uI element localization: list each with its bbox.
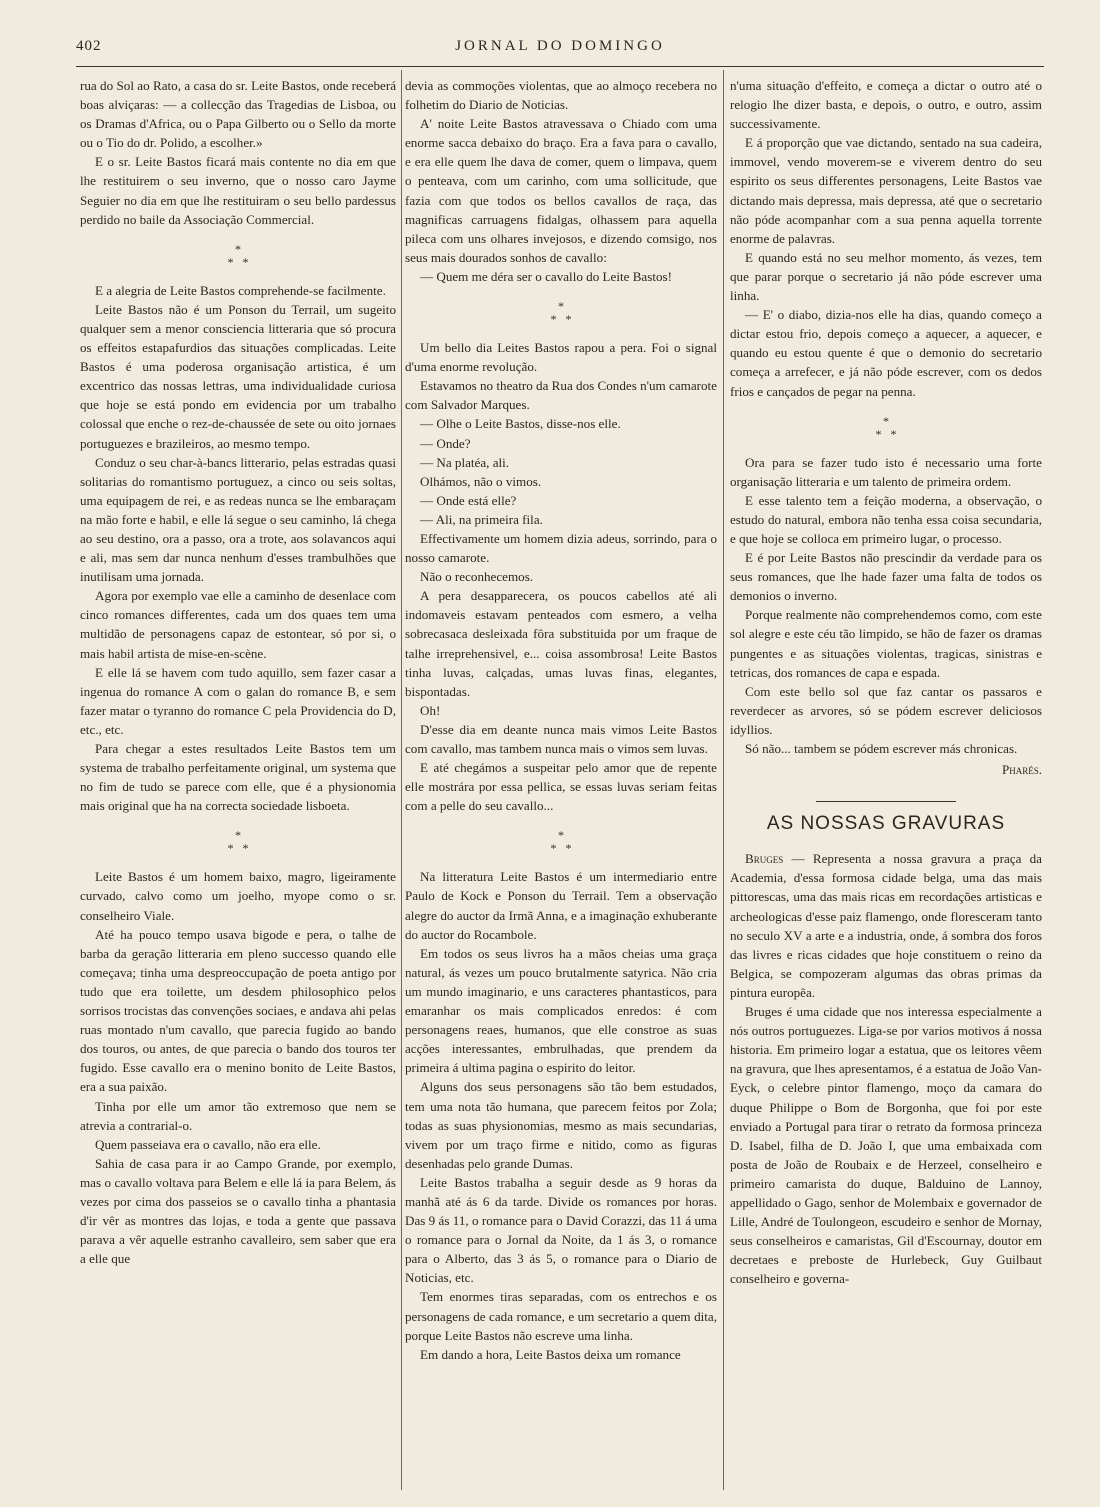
paragraph: E á proporção que vae dictando, sentado na sua cadeira, immovel, vendo moverem-se e viverem dentro do seu espirito os seus differentes personagens, Leite Bastos vae dictando mais depressa, mais depressa, até que o secretario não póde acompanhar com a sua penna aquella torrente enorme de palavras. xyxy=(730,135,1042,246)
paragraph: Estavamos no theatro da Rua dos Condes n'um camarote com Salvador Marques. xyxy=(405,378,717,413)
paragraph-text: — Representa a nossa gravura a praça da Academia, d'essa formosa cidade belga, uma das mais pittorescas, uma das mais ricas em recordações artisticas e archeologicas d'esse paiz flamengo, onde floresceram tanto no seculo XV a arte e a industria, onde, á sombra dos foros das livres e ricas cidades que hoje constituem o reino da Belgica, se compozeram algumas das obras primas da pintura europêa. xyxy=(730,851,1042,1000)
paragraph: E esse talento tem a feição moderna, a observação, o estudo do natural, embora não tenha essa coisa secundaria, e que hoje se colloca em primeiro lugar, o processo. xyxy=(730,492,1042,546)
section-rule xyxy=(816,801,956,802)
paragraph: Com este bello sol que faz cantar os passaros e reverdecer as arvores, só se pódem escrever deliciosos idyllios. xyxy=(730,683,1042,737)
section-separator: * * * xyxy=(227,828,249,856)
paragraph: E a alegria de Leite Bastos comprehende-se facilmente. xyxy=(95,282,386,298)
lead-word: Bruges xyxy=(745,851,784,867)
paragraph: Sahia de casa para ir ao Campo Grande, por exemplo, mas o cavallo voltava para Belem e elle lá ia para Belem, ás vezes por cima dos passeios se o cavallo tinha a phantasia d'ir vêr as montres das lojas, e toda a gente que passava parava a vêr aquelle estranho cavalleiro, sem saber que era a elle que xyxy=(80,1155,396,1267)
paragraph: E quando está no seu melhor momento, ás vezes, tem que parar porque o secretario já não póde escrever uma linha. xyxy=(730,249,1042,304)
paragraph: n'uma situação d'effeito, e começa a dictar o outro até o relogio lhe dizer basta, e depois, o outro, e outro, assim successivamente. xyxy=(730,78,1042,132)
dialogue-line: Olhámos, não o vimos. xyxy=(420,473,542,489)
header-rule xyxy=(76,66,1044,67)
column-divider-2 xyxy=(723,70,724,1490)
paragraph: Effectivamente um homem dizia adeus, sorrindo, para o nosso camarote. xyxy=(405,530,717,566)
dialogue-line: — Na platéa, ali. xyxy=(420,454,510,470)
section-title: AS NOSSAS GRAVURAS xyxy=(766,813,1006,835)
column-divider-1 xyxy=(401,70,402,1490)
paragraph: D'esse dia em deante nunca mais vimos Leite Bastos com cavallo, mas tambem nunca mais o vimos sem luvas. xyxy=(405,721,717,756)
paragraph: Em dando a hora, Leite Bastos deixa um romance xyxy=(420,1346,681,1362)
section-separator: * * * xyxy=(550,299,572,327)
section-separator: * * * xyxy=(875,413,897,441)
paragraph: Tem enormes tiras separadas, com os entrechos e os personagens de cada romance, e um secretario a quem dita, porque Leite Bastos não escreve uma linha. xyxy=(405,1289,717,1343)
paragraph: Para chegar a estes resultados Leite Bastos tem um systema de trabalho perfeitamente original, um systema que no fim de tudo se parece com elle, que é a physionomia mais original que ha na correcta sociedade lisboeta. xyxy=(80,741,396,814)
paragraph: Só não... tambem se pódem escrever más chronicas. xyxy=(745,741,1018,756)
paragraph: Porque realmente não comprehendemos como, com este sol alegre e este céu tão limpido, se hão de fazer os dramas pungentes e as situações violentas, tragicas, sinistras e tetricas, dos romances de capa e espada. xyxy=(730,607,1042,680)
dialogue-line: — Olhe o Leite Bastos, disse-nos elle. xyxy=(420,416,621,432)
paragraph: Leite Bastos é um homem baixo, magro, ligeiramente curvado, calvo como um joelho, myope como o sr. conselheiro Viale. xyxy=(80,869,396,923)
dialogue-line: — Onde está elle? xyxy=(420,492,517,508)
section-separator: * * * xyxy=(227,241,249,269)
paragraph: Bruges é uma cidade que nos interessa especialmente a nós outros portuguezes. Liga-se por varios motivos á nossa historia. Em primeiro logar a estatua, que os leitores vêem na gravura, que lhes apresentamos, é a estatua de João Van-Eyck, o celebre pintor flamengo, moço da camara do duque Philippe o Bom de Borgonha, que foi por este enviado a Portugal para tirar o retrato da formosa princeza D. Isabel, filha de D. João I, que uma embaixada com posta de João de Roubaix e de Herzeel, conselheiro e primeiro camarista do duque, Balduino de Lannoy, appellidado o Gago, senhor de Molembaix e governador de Lille, André de Toulongeon, escudeiro e senhor de Mornay, seus conselheiros e camaristas, Gil d'Escournay, doutor em decretaes e preboste de Hurlebeck, Guy Guilbaut conselheiro e governa- xyxy=(730,1004,1042,1287)
column-3 xyxy=(730,76,1042,1496)
paragraph: Alguns dos seus personagens são tão bem estudados, tem uma nota tão humana, que parecem feitos por Zola; todas as suas physionomias, mesmo as mais secundarias, vivem por um traço firme e nitido, como as figuras desenhadas pelo grande Dumas. xyxy=(405,1079,717,1171)
paragraph: rua do Sol ao Rato, a casa do sr. Leite Bastos, onde receberá boas alviçaras: — a collecção das Tragedias de Lisboa, ou os Dramas d'Africa, ou o Papa Gilberto ou o Sello da morte ou o Tio do dr. Polido, a escolher.» xyxy=(80,78,396,151)
paragraph: Na litteratura Leite Bastos é um intermediario entre Paulo de Kock e Ponson du Terrail. Tem a observação alegre do auctor da Irmã Anna, e a imaginação exhuberante do auctor do Rocambole. xyxy=(405,869,717,942)
paragraph: Quem passeiava era o cavallo, não era elle. xyxy=(95,1136,321,1152)
paragraph: Leite Bastos não é um Ponson du Terrail, um sugeito qualquer sem a menor consciencia litteraria que só procura os effeitos estapafurdios das situações complicadas. Leite Bastos é uma poderosa organisação artistica, é um excentrico das nossas lettras, uma individualidade curiosa que hoje se está pondo em evidencia por um trabalho colossal que enche o rez-de-chaussée de sete ou oito jornaes portuguezes e brazileiros, ao mesmo tempo. xyxy=(80,301,396,451)
paragraph: — Quem me déra ser o cavallo do Leite Bastos! xyxy=(420,268,672,284)
paragraph: E até chegámos a suspeitar pelo amor que de repente elle mostrára por essa pellica, se essas luvas seriam feitas com a pelle do seu cavallo... xyxy=(405,760,717,814)
paragraph: devia as commoções violentas, que ao almoço recebera no folhetim do Diario de Noticias. xyxy=(405,78,717,113)
paragraph: Não o reconhecemos. xyxy=(420,569,534,585)
page-header xyxy=(76,38,1044,62)
page-number: 402 xyxy=(76,38,102,54)
paragraph: Agora por exemplo vae elle a caminho de desenlace com cinco romances differentes, cada um dos quaes tem uma multidão de personagens capaz de estontear, só por si, o mais habil artista de mise-en-scène. xyxy=(80,588,396,661)
paragraph: A' noite Leite Bastos atravessava o Chiado com uma enorme sacca debaixo do braço. Era a fava para o cavallo, e era elle quem lhe dava de comer, quem o limpava, quem o penteava, com um carinho, com uma sollicitude, que fazia com que todos os bellos cavallos de raça, das magnificas carruagens fidalgas, olhassem para aquella pileca com uns olhares invejosos, e dizendo comsigo, nos seus mais dourados sonhos de cavallo: xyxy=(405,116,717,265)
dialogue-line: — Onde? xyxy=(420,435,471,451)
paragraph: Um bello dia Leites Bastos rapou a pera. Foi o signal d'uma enorme revolução. xyxy=(405,340,717,375)
paragraph: Ora para se fazer tudo isto é necessario uma forte organisação litteraria e um talento de primeira ordem. xyxy=(730,454,1042,489)
journal-title: JORNAL DO DOMINGO xyxy=(455,38,665,54)
paragraph: E é por Leite Bastos não prescindir da verdade para os seus romances, que lhe hade fazer uma falta de todos os demonios o inverno. xyxy=(730,550,1042,604)
paragraph: Tinha por elle um amor tão extremoso que nem se atrevia a contrarial-o. xyxy=(80,1098,396,1133)
column-2 xyxy=(405,76,717,1496)
paragraph: Oh! xyxy=(420,702,441,718)
paragraph: — E' o diabo, dizia-nos elle ha dias, quando começo a dictar estou frio, depois começo a aquecer, a aquecer, e quando eu estou quente é que o demonio do secretario começa a arrefecer, e já não póde escrever, com os dedos frios e cançados de pegar na penna. xyxy=(730,307,1042,399)
paragraph: A pera desapparecera, os poucos cabellos até ali indomaveis estavam penteados com esmero, a velha sobrecasaca desleixada fôra substituida por um fraque de talhe irreprehensivel, e... coisa assombrosa! Leite Bastos tinha luvas, calçadas, umas luvas finas, elegantes, bispontadas. xyxy=(405,588,717,699)
section-separator: * * * xyxy=(550,828,572,856)
dialogue-line: — Ali, na primeira fila. xyxy=(420,511,543,527)
paragraph: E elle lá se havem com tudo aquillo, sem fazer casar a ingenua do romance A com o galan do romance B, e sem fazer matar o tyranno do romance C pela Providencia do D, etc., etc. xyxy=(80,664,396,737)
paragraph: Leite Bastos trabalha a seguir desde as 9 horas da manhã até ás 6 da tarde. Divide os romances por horas. Das 9 ás 11, o romance para o David Corazzi, das 11 á uma o romance para o Jornal da Noite, da 1 ás 3, o romance para o Alberto, das 3 ás 5, o romance para o Diario de Noticias, etc. xyxy=(405,1174,717,1286)
author-signature: Pharés. xyxy=(1001,762,1042,778)
column-1 xyxy=(80,76,396,1496)
paragraph: Conduz o seu char-à-bancs litterario, pelas estradas quasi solitarias do romantismo portuguez, a cinco ou seis soltas, uma equipagem de rei, e as redeas nunca se lhe embaraçam na mão forte e habil, e elle lá segue o seu caminho, lá chega ao seu destino, ora a passo, ora a trote, aos solavancos aqui e ali, mas sem dar nunca nenhum d'esses trambulhões que inutilisam uma jornada. xyxy=(80,454,396,585)
paragraph: Até ha pouco tempo usava bigode e pera, o talhe de barba da geração litteraria em pleno successo quando elle começava; tinha uma despreoccupação de poeta antigo por tudo que era toilette, um desdem philosophico pelos sorrisos trocistas das convenções sociaes, e andava ahi pelas ruas montado n'um cavallo, que parecia fugido ao bando dos touros, ou antes, de que parecia o bando dos touros ter fugido. Esse cavallo era o menino bonito de Leite Bastos, era a sua paixão. xyxy=(80,926,396,1095)
paragraph: Em todos os seus livros ha a mãos cheias uma graça natural, ás vezes um pouco brutalmente satyrica. Não cria um mundo imaginario, e uns caracteres phantasticos, para emaranhar os mais complicados enredos: é com personagens reaes, humanos, que elle constroe as suas acções interessantes, embrulhadas, que prendem da primeira á ultima pagina o espirito do leitor. xyxy=(405,945,717,1076)
paragraph xyxy=(730,849,1042,1002)
paragraph: E o sr. Leite Bastos ficará mais contente no dia em que lhe restituirem o seu inverno, que o nosso caro Jayme Seguier no dia em que lhe restituiram o seu bello pardessus perdido no baile da Associação Commercial. xyxy=(80,154,396,227)
